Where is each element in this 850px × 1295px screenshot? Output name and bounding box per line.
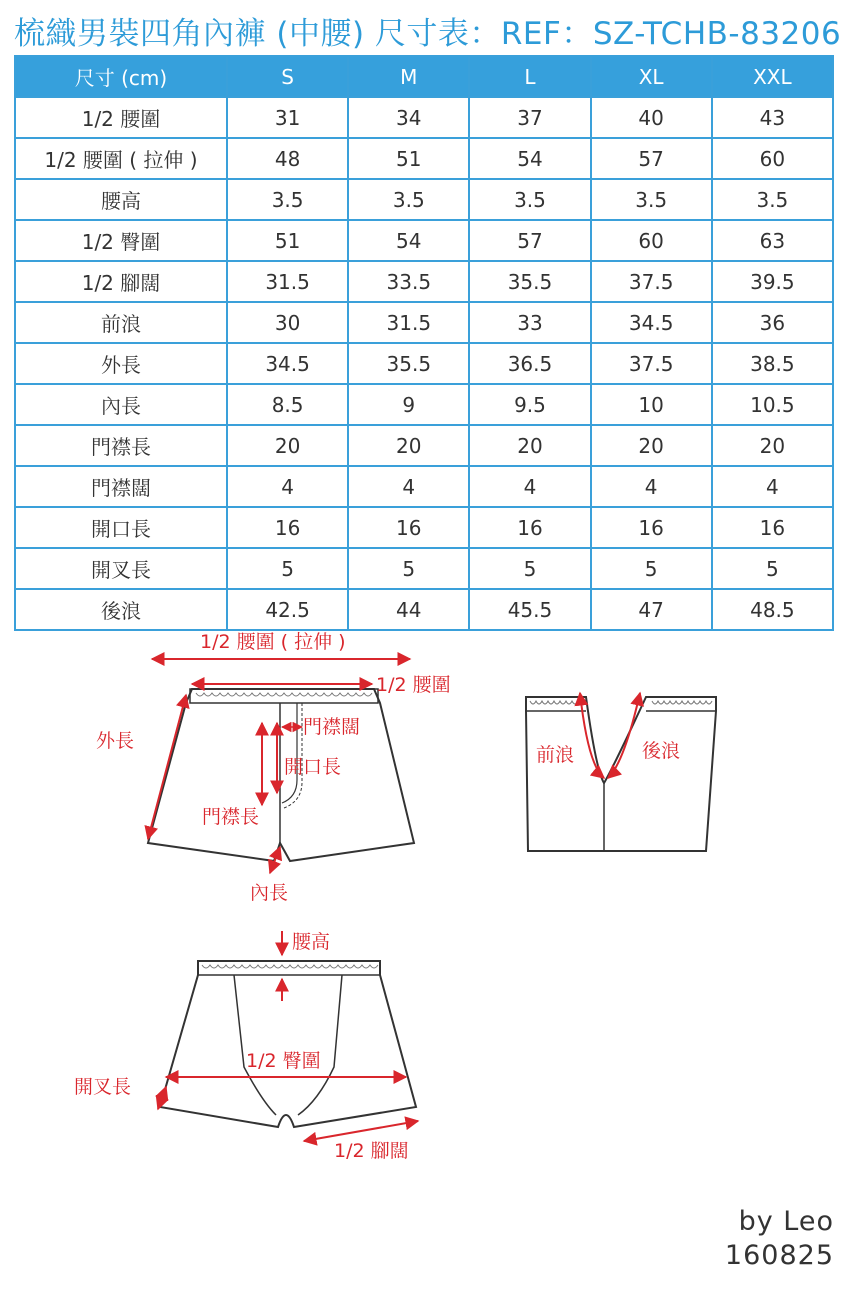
size-value-cell: 5	[712, 548, 833, 589]
size-value-cell: 39.5	[712, 261, 833, 302]
header-cell-m: M	[348, 56, 469, 97]
size-value-cell: 16	[227, 507, 348, 548]
row-label: 1/2 腳闊	[15, 261, 227, 302]
header-cell-xxl: XXL	[712, 56, 833, 97]
size-value-cell: 16	[712, 507, 833, 548]
waist-label: 1/2 腰圍	[376, 674, 451, 696]
size-value-cell: 47	[591, 589, 712, 630]
waistband-height-label: 腰高	[292, 931, 331, 953]
opening-length-label: 開口長	[284, 756, 342, 778]
size-value-cell: 3.5	[469, 179, 590, 220]
row-label: 門襟長	[15, 425, 227, 466]
size-value-cell: 35.5	[469, 261, 590, 302]
size-value-cell: 20	[591, 425, 712, 466]
table-row	[15, 179, 833, 220]
size-value-cell: 20	[227, 425, 348, 466]
table-row	[15, 138, 833, 179]
size-value-cell: 40	[591, 97, 712, 138]
rise-view-outline	[526, 697, 716, 851]
size-value-cell: 37.5	[591, 261, 712, 302]
size-value-cell: 31.5	[348, 302, 469, 343]
back-rise-label: 後浪	[642, 740, 681, 762]
waist-stretch-label: 1/2 腰圍 ( 拉伸 )	[200, 631, 346, 653]
outseam-label: 外長	[96, 730, 135, 752]
leg-opening-arrow	[304, 1121, 418, 1141]
size-value-cell: 63	[712, 220, 833, 261]
back-panel-right-seam	[298, 975, 342, 1115]
table-row	[15, 261, 833, 302]
front-shorts-outline	[148, 689, 414, 861]
size-value-cell: 30	[227, 302, 348, 343]
size-value-cell: 5	[227, 548, 348, 589]
row-label: 開叉長	[15, 548, 227, 589]
size-value-cell: 34	[348, 97, 469, 138]
leg-opening-label: 1/2 腳闊	[334, 1140, 409, 1162]
table-body	[15, 97, 833, 630]
size-value-cell: 20	[469, 425, 590, 466]
row-label: 腰高	[15, 179, 227, 220]
hip-label: 1/2 臀圍	[246, 1050, 321, 1072]
table-row	[15, 97, 833, 138]
row-label: 1/2 腰圍 ( 拉伸 )	[15, 138, 227, 179]
table-row	[15, 548, 833, 589]
back-view-shorts	[160, 961, 416, 1127]
size-value-cell: 60	[591, 220, 712, 261]
header-cell-unit: 尺寸 (cm)	[15, 56, 227, 97]
size-value-cell: 16	[348, 507, 469, 548]
row-label: 外長	[15, 343, 227, 384]
row-label: 1/2 腰圍	[15, 97, 227, 138]
table-row	[15, 343, 833, 384]
size-value-cell: 33	[469, 302, 590, 343]
table-row	[15, 425, 833, 466]
size-value-cell: 51	[348, 138, 469, 179]
size-value-cell: 20	[712, 425, 833, 466]
front-waistband-shirring	[196, 693, 372, 696]
size-value-cell: 5	[469, 548, 590, 589]
size-value-cell: 37.5	[591, 343, 712, 384]
table-row	[15, 466, 833, 507]
side-slit-label: 開叉長	[74, 1076, 132, 1098]
measurement-diagram	[0, 615, 850, 1195]
size-value-cell: 5	[348, 548, 469, 589]
size-value-cell: 34.5	[591, 302, 712, 343]
size-value-cell: 60	[712, 138, 833, 179]
size-value-cell: 48.5	[712, 589, 833, 630]
size-value-cell: 3.5	[227, 179, 348, 220]
size-value-cell: 38.5	[712, 343, 833, 384]
table-header-row	[15, 56, 833, 97]
size-value-cell: 35.5	[348, 343, 469, 384]
size-value-cell: 31.5	[227, 261, 348, 302]
size-value-cell: 48	[227, 138, 348, 179]
size-value-cell: 51	[227, 220, 348, 261]
size-value-cell: 45.5	[469, 589, 590, 630]
size-value-cell: 31	[227, 97, 348, 138]
row-label: 前浪	[15, 302, 227, 343]
size-value-cell: 4	[469, 466, 590, 507]
size-value-cell: 16	[591, 507, 712, 548]
row-label: 門襟闊	[15, 466, 227, 507]
size-value-cell: 3.5	[712, 179, 833, 220]
signature	[725, 1205, 834, 1273]
rise-view-shorts	[526, 697, 716, 851]
size-value-cell: 37	[469, 97, 590, 138]
front-fly-curve	[282, 703, 297, 803]
size-value-cell: 57	[469, 220, 590, 261]
size-value-cell: 36	[712, 302, 833, 343]
size-value-cell: 43	[712, 97, 833, 138]
size-value-cell: 54	[348, 220, 469, 261]
size-value-cell: 33.5	[348, 261, 469, 302]
fly-length-label: 門襟長	[202, 806, 260, 828]
table-row	[15, 507, 833, 548]
header-cell-s: S	[227, 56, 348, 97]
table-row	[15, 302, 833, 343]
size-value-cell: 3.5	[348, 179, 469, 220]
size-value-cell: 8.5	[227, 384, 348, 425]
size-value-cell: 5	[591, 548, 712, 589]
size-value-cell: 54	[469, 138, 590, 179]
size-value-cell: 3.5	[591, 179, 712, 220]
back-waistband	[198, 961, 380, 975]
front-waistband	[190, 689, 378, 703]
table-row	[15, 220, 833, 261]
size-value-cell: 36.5	[469, 343, 590, 384]
size-value-cell: 20	[348, 425, 469, 466]
size-value-cell: 4	[712, 466, 833, 507]
size-value-cell: 42.5	[227, 589, 348, 630]
size-value-cell: 10.5	[712, 384, 833, 425]
signature-author: by Leo	[738, 1206, 834, 1237]
size-value-cell: 4	[348, 466, 469, 507]
size-value-cell: 9	[348, 384, 469, 425]
header-cell-xl: XL	[591, 56, 712, 97]
size-value-cell: 9.5	[469, 384, 590, 425]
row-label: 後浪	[15, 589, 227, 630]
front-rise-label: 前浪	[536, 744, 575, 766]
size-value-cell: 34.5	[227, 343, 348, 384]
inseam-label: 內長	[250, 882, 289, 904]
page-title: 梳織男裝四角內褲 (中腰) 尺寸表：REF：SZ-TCHB-83206	[14, 16, 842, 52]
rise-view-right-shirring	[652, 701, 712, 704]
signature-code: 160825	[724, 1240, 834, 1271]
size-value-cell: 4	[227, 466, 348, 507]
row-label: 內長	[15, 384, 227, 425]
fly-width-label: 門襟闊	[303, 716, 361, 738]
size-value-cell: 57	[591, 138, 712, 179]
row-label: 1/2 臀圍	[15, 220, 227, 261]
size-value-cell: 44	[348, 589, 469, 630]
size-value-cell: 16	[469, 507, 590, 548]
size-value-cell: 4	[591, 466, 712, 507]
size-value-cell: 10	[591, 384, 712, 425]
front-view-shorts	[148, 689, 414, 861]
table-row	[15, 384, 833, 425]
outseam-arrow	[148, 695, 186, 839]
back-shorts-outline	[160, 961, 416, 1127]
header-cell-l: L	[469, 56, 590, 97]
back-panel-left-seam	[234, 975, 276, 1115]
rise-view-left-shirring	[530, 701, 584, 704]
side-slit-arrow	[158, 1087, 166, 1109]
back-waistband-shirring	[202, 965, 378, 968]
size-table	[14, 55, 834, 631]
row-label: 開口長	[15, 507, 227, 548]
